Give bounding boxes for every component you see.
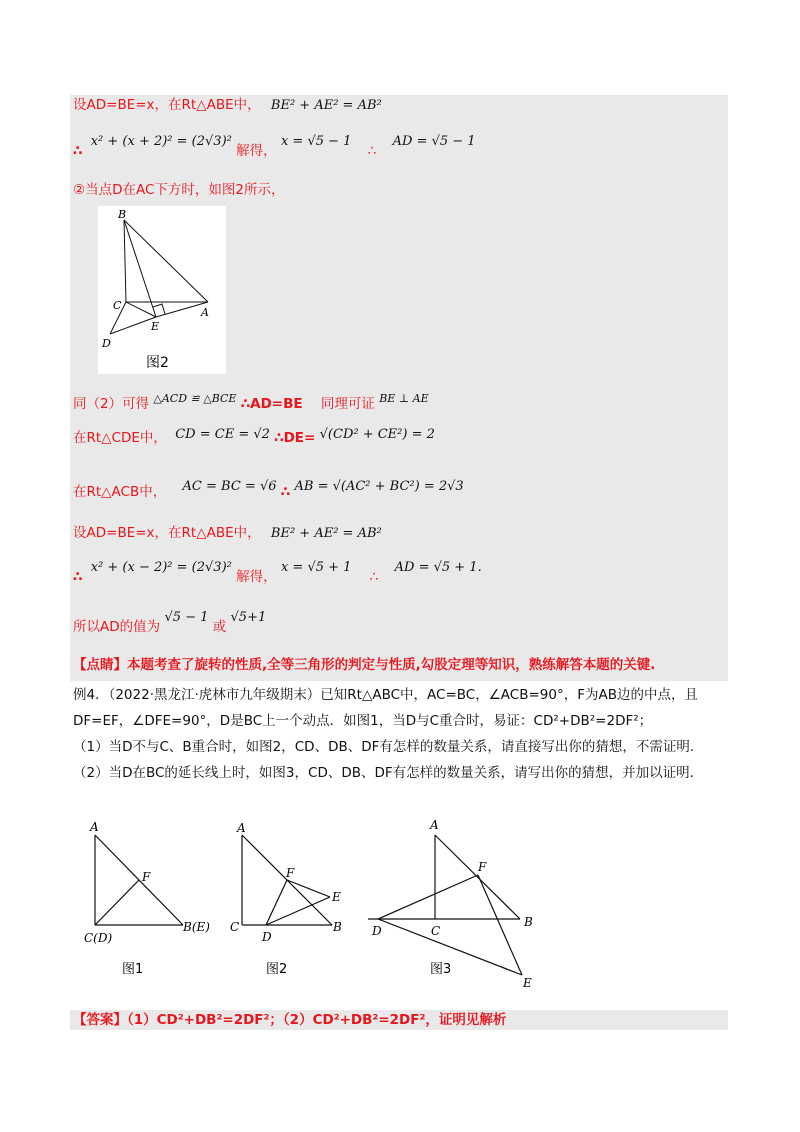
solution-line-1 xyxy=(73,96,382,115)
figure-1 xyxy=(84,820,210,977)
label-b: B xyxy=(524,915,533,929)
equation: x² + (x + 2)² = (2√3)² xyxy=(90,134,232,149)
text: 在Rt△CDE中， xyxy=(73,430,167,446)
label-c: C xyxy=(113,299,122,312)
label-e: E xyxy=(523,976,532,990)
therefore-symbol: ∴ xyxy=(369,569,379,585)
label-a: A xyxy=(201,306,209,319)
solution-line-4 xyxy=(73,425,435,444)
figure-2 xyxy=(230,821,342,977)
solution-line-7 xyxy=(73,558,482,585)
example-line-2: DF=EF，∠DFE=90°，D是BC上一个动点．如图1，当D与C重合时，易证：CD²+DB²=2DF²； xyxy=(73,713,653,729)
solution-line-8 xyxy=(73,608,267,635)
figure-2-caption: 图2 xyxy=(266,962,288,977)
example-line-1: 例4．（2022·黑龙江·虎林市九年级期末）已知Rt△ABC中，AC=BC，∠ACB=90°，F为AB边的中点，且 xyxy=(73,687,698,703)
question-2: （2）当D在BC的延长线上时，如图3，CD、DB、DF有怎样的数量关系，请写出你的猜想，并加以证明． xyxy=(73,765,704,781)
key-point-comment: 【点睛】本题考查了旋转的性质,全等三角形的判定与性质,勾股定理等知识，熟练解答本题的关键. xyxy=(73,657,656,673)
or-text: 或 xyxy=(212,619,227,635)
cd-ce: CD = CE = √2 xyxy=(175,427,270,442)
label-be: B(E) xyxy=(183,920,210,934)
question-1: （1）当D不与C、B重合时，如图2，CD、DB、DF有怎样的数量关系，请直接写出你的猜想，不需证明． xyxy=(73,739,704,755)
ac-bc: AC = BC = √6 xyxy=(182,479,277,494)
label-f: F xyxy=(478,860,487,874)
de-value: √(CD² + CE²) = 2 xyxy=(319,427,435,442)
perpendicular: BE ⊥ AE xyxy=(379,392,429,405)
solve-text: 解得， xyxy=(236,143,277,159)
text: 所以AD的值为 xyxy=(73,619,161,635)
solution-text: 设AD=BE=x，在Rt△ABE中， xyxy=(73,525,261,541)
label-d: D xyxy=(102,337,111,350)
label-a: A xyxy=(237,821,246,835)
solution-line-6 xyxy=(73,524,382,543)
text: 同（2）可得 xyxy=(73,396,150,412)
de-label: ∴DE= xyxy=(274,430,316,446)
label-d: D xyxy=(262,930,272,944)
equation: x² + (x − 2)² = (2√3)² xyxy=(90,560,232,575)
figure-3-caption: 图3 xyxy=(430,962,452,977)
x-value: x = √5 + 1 xyxy=(280,560,352,575)
label-f: F xyxy=(286,866,295,880)
text: 在Rt△ACB中， xyxy=(73,484,167,500)
case-2-heading: ②当点D在AC下方时，如图2所示， xyxy=(73,182,285,198)
text: 同理可证 xyxy=(320,396,375,412)
label-e: E xyxy=(332,890,341,904)
label-c: C xyxy=(431,924,441,938)
label-f: F xyxy=(142,870,151,884)
solve-text: 解得， xyxy=(236,569,277,585)
label-cd: C(D) xyxy=(84,931,113,945)
value-1: √5 − 1 xyxy=(164,610,209,625)
solution-figure-2 xyxy=(98,206,226,374)
label-a: A xyxy=(90,820,99,834)
therefore-symbol: ∴ xyxy=(73,569,83,585)
solution-line-3 xyxy=(73,389,429,412)
pythagoras-equation: BE² + AE² = AB² xyxy=(270,98,382,113)
answer: 【答案】（1）CD²+DB²=2DF²；（2）CD²+DB²=2DF²，证明见解析 xyxy=(73,1012,507,1028)
value-2: √5+1 xyxy=(230,610,267,625)
label-d: D xyxy=(372,924,382,938)
label-c: C xyxy=(230,920,240,934)
x-value: x = √5 − 1 xyxy=(280,134,352,149)
therefore-symbol: ∴ xyxy=(73,143,83,159)
figure-1-caption: 图1 xyxy=(122,962,144,977)
solution-text: 设AD=BE=x，在Rt△ABE中， xyxy=(73,97,261,113)
label-e: E xyxy=(151,320,160,333)
label-a: A xyxy=(430,818,439,832)
solution-line-5 xyxy=(73,477,464,500)
conclusion: ∴AD=BE xyxy=(240,396,303,412)
congruence: △ACD ≌ △BCE xyxy=(153,392,237,405)
pythagoras-equation: BE² + AE² = AB² xyxy=(270,526,382,541)
label-b: B xyxy=(118,208,127,221)
label-b: B xyxy=(333,920,342,934)
figure-3 xyxy=(368,818,533,990)
ab-value: AB = √(AC² + BC²) = 2√3 xyxy=(294,479,464,494)
ad-value: AD = √5 − 1 xyxy=(392,134,476,149)
therefore-symbol: ∴ xyxy=(367,143,377,159)
solution-line-2 xyxy=(73,132,476,159)
ad-value: AD = √5 + 1. xyxy=(394,560,482,575)
therefore-symbol: ∴ xyxy=(280,484,291,500)
example-figures xyxy=(80,815,650,1005)
figure-caption: 图2 xyxy=(146,355,169,371)
